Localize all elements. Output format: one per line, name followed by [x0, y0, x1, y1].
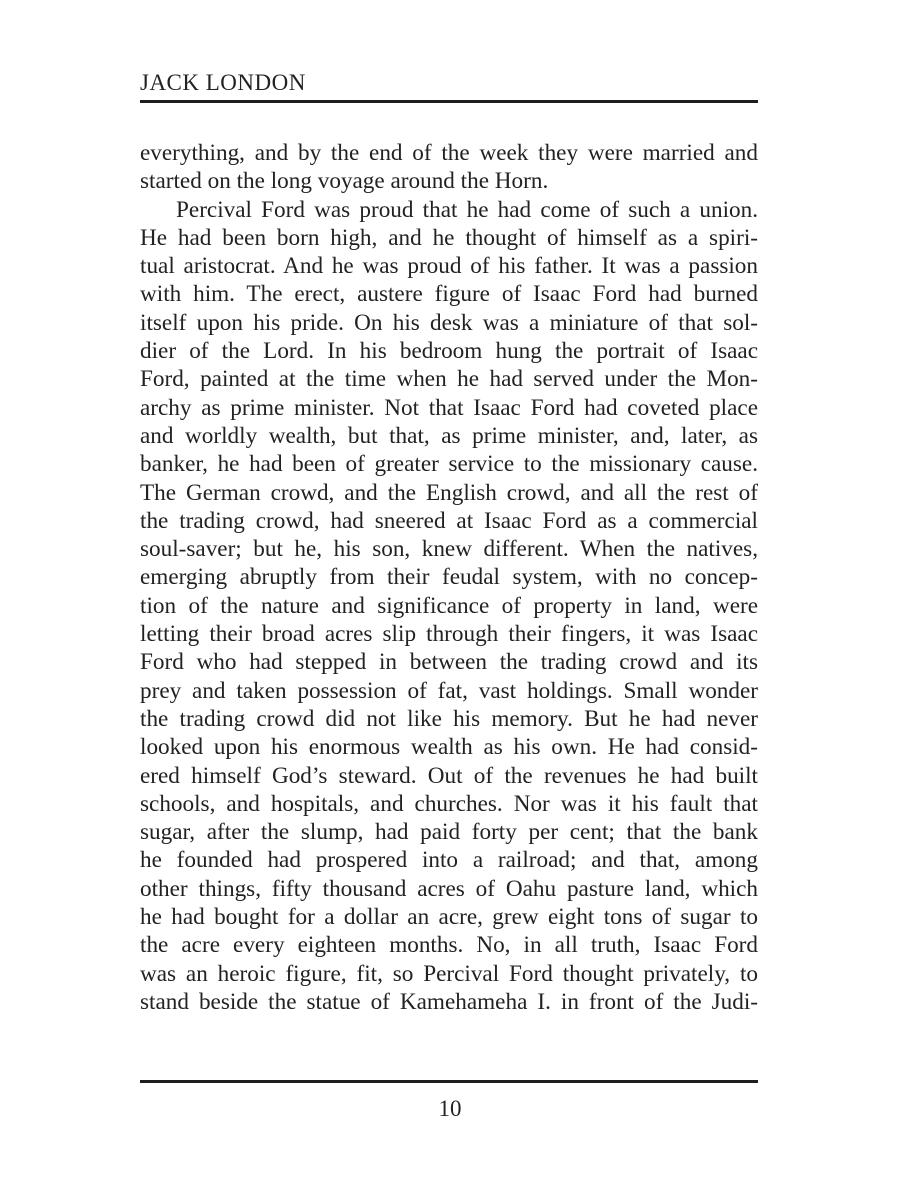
text-line: Ford who had stepped in between the trading crowd and its — [140, 649, 758, 676]
text-line: was an heroic figure, fit, so Percival Ford thought privately, to — [140, 960, 758, 987]
text-line: and worldly wealth, but that, as prime minister, and, later, as — [140, 422, 758, 449]
text-line: Ford, painted at the time when he had served under the Mon- — [140, 366, 758, 393]
page-number: 10 — [438, 1096, 462, 1121]
body-text — [140, 139, 758, 1016]
text-line: the trading crowd, had sneered at Isaac Ford as a commercial — [140, 507, 758, 534]
text-line: schools, and hospitals, and churches. Nor was it his fault that — [140, 790, 758, 817]
text-line: letting their broad acres slip through their fingers, it was Isaac — [140, 621, 758, 648]
text-line: emerging abruptly from their feudal system, with no concep- — [140, 564, 758, 591]
text-line: he had bought for a dollar an acre, grew eight tons of sugar to — [140, 904, 758, 931]
footer-rule — [140, 1080, 758, 1083]
text-line: looked upon his enormous wealth as his own. He had consid- — [140, 734, 758, 761]
text-line: tual aristocrat. And he was proud of his father. It was a passion — [140, 253, 758, 280]
text-line: everything, and by the end of the week they were married and — [140, 140, 758, 166]
text-line: with him. The erect, austere figure of Isaac Ford had burned — [140, 281, 758, 308]
running-head-author: JACK LONDON — [140, 70, 306, 95]
text-line: The German crowd, and the English crowd, and all the rest of — [140, 479, 758, 506]
header-rule — [140, 100, 758, 103]
text-line: soul-saver; but he, his son, knew different. When the natives, — [140, 536, 758, 563]
text-line: archy as prime minister. Not that Isaac Ford had coveted place — [140, 394, 758, 421]
text-line: started on the long voyage around the Horn. — [140, 168, 549, 195]
text-line: itself upon his pride. On his desk was a miniature of that sol- — [140, 309, 758, 336]
text-line: sugar, after the slump, had paid forty per cent; that the bank — [140, 819, 758, 846]
text-line: stand beside the statue of Kamehameha I. in front of the Judi- — [140, 988, 758, 1015]
text-line: prey and taken possession of fat, vast holdings. Small wonder — [140, 677, 758, 704]
text-line: the trading crowd did not like his memory. But he had never — [140, 705, 758, 732]
text-line: other things, fifty thousand acres of Oahu pasture land, which — [140, 875, 758, 902]
text-line: banker, he had been of greater service to the missionary cause. — [140, 451, 758, 478]
text-line: He had been born high, and he thought of himself as a spiri- — [140, 224, 758, 251]
text-line: tion of the nature and significance of property in land, were — [140, 592, 758, 619]
paragraph-first-line: Percival Ford was proud that he had come of such a union. — [176, 196, 758, 223]
text-line: he founded had prospered into a railroad; and that, among — [140, 847, 758, 874]
text-line: dier of the Lord. In his bedroom hung the portrait of Isaac — [140, 338, 758, 365]
text-line: the acre every eighteen months. No, in all truth, Isaac Ford — [140, 932, 758, 959]
text-line: ered himself God’s steward. Out of the revenues he had built — [140, 762, 758, 789]
